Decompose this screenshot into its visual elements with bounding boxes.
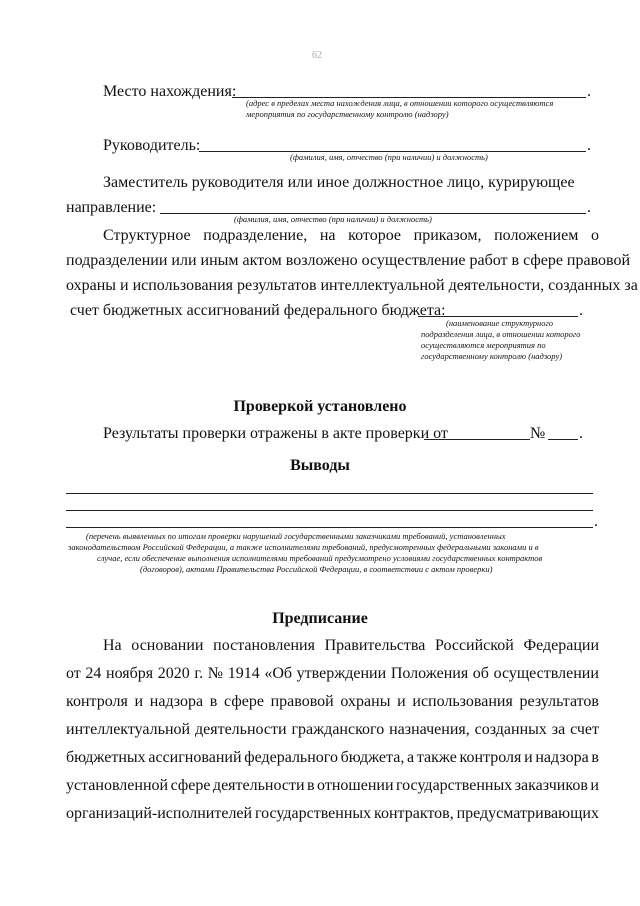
deputy-line-1: Заместитель руководителя или иное должностное лицо, курирующее xyxy=(103,174,575,191)
word: правовой xyxy=(270,693,334,710)
order-line-4 xyxy=(66,720,599,740)
word: На xyxy=(103,637,122,654)
word: основании xyxy=(131,637,204,654)
word: федерального xyxy=(244,749,338,766)
conclusions-caption-1: (перечень выявленных по итогам проверки нарушений государственными заказчиками требований, установленных xyxy=(86,531,506,541)
word: охраны xyxy=(340,693,391,710)
conclusions-line-3 xyxy=(66,527,593,528)
word: и xyxy=(134,693,144,710)
word: установленной xyxy=(66,777,169,794)
conclusions-line-2 xyxy=(66,510,593,511)
word: «Об xyxy=(264,665,293,682)
word: на xyxy=(319,227,336,244)
word: сфере xyxy=(224,693,264,710)
word: использования xyxy=(412,693,513,710)
word: бюджетных xyxy=(66,749,146,766)
conclusions-heading: Выводы xyxy=(290,457,350,474)
unit-caption-3: осуществляются мероприятия по xyxy=(421,340,546,350)
word: об xyxy=(472,665,489,682)
order-line-7 xyxy=(66,804,599,824)
conclusions-caption-3: случае, если обеспечение выполнения исполнителями требований предусмотрено условиями государственных контрактов xyxy=(97,553,543,563)
head-caption: (фамилия, имя, отчество (при наличии) и должность) xyxy=(290,152,488,162)
deputy-label: направление: xyxy=(66,199,157,216)
unit-line-3: охраны и использования результатов интеллектуальной деятельности, созданных за xyxy=(66,277,638,294)
word: счет xyxy=(570,721,599,738)
word: назначения, xyxy=(389,721,470,738)
page-number: 62 xyxy=(312,50,322,61)
word: осуществлении xyxy=(493,665,599,682)
order-line-6 xyxy=(66,776,599,796)
word: организаций-исполнителей xyxy=(66,805,253,822)
word: постановления xyxy=(213,637,315,654)
word: приказом, xyxy=(413,227,482,244)
word: государственных xyxy=(395,777,513,794)
word: сфере xyxy=(170,777,211,794)
word: от xyxy=(66,665,81,682)
word: Российской xyxy=(434,637,514,654)
word: Структурное xyxy=(103,227,191,244)
word: ноября xyxy=(106,665,154,682)
established-text: Результаты проверки отражены в акте проверки от xyxy=(103,425,448,442)
word: контроля xyxy=(66,693,128,710)
word: ассигнований xyxy=(148,749,242,766)
location-period: . xyxy=(587,83,591,100)
unit-caption-4: государственному контролю (надзору) xyxy=(421,351,563,361)
head-period: . xyxy=(587,137,591,154)
word: в xyxy=(209,693,218,710)
number-sign: № xyxy=(530,425,546,442)
unit-caption-1: (наименование структурного xyxy=(446,318,554,328)
conclusions-period: . xyxy=(594,513,598,530)
unit-caption-2: подразделения лица, в отношении которого xyxy=(421,329,581,339)
word: государственных xyxy=(254,805,372,822)
order-line-5 xyxy=(66,748,599,768)
word: в xyxy=(591,749,599,766)
word: 1914 xyxy=(227,665,260,682)
location-caption-1: (адрес в пределах места нахождения лица, в отношении которого осуществляются xyxy=(246,98,554,108)
unit-period: . xyxy=(579,302,583,319)
word: гражданского xyxy=(291,721,385,738)
word: Положения xyxy=(390,665,469,682)
word: заказчиков xyxy=(514,777,588,794)
deputy-period: . xyxy=(587,199,591,216)
unit-field-line xyxy=(418,316,578,317)
head-label: Руководитель: xyxy=(103,137,201,154)
word: деятельности xyxy=(212,777,305,794)
deputy-caption: (фамилия, имя, отчество (при наличии) и должность) xyxy=(234,214,432,224)
established-period: . xyxy=(579,425,583,442)
word: о xyxy=(590,227,599,244)
word: результатов xyxy=(519,693,599,710)
word: отношении xyxy=(317,777,394,794)
word: предусматривающих xyxy=(456,805,599,822)
word: Правительства xyxy=(324,637,426,654)
conclusions-caption-2: законодательством Российской Федерации, а также исполнителями требований, предусмотренных федеральными законами и в xyxy=(68,542,539,552)
word: надзора xyxy=(535,749,589,766)
word: утверждении xyxy=(296,665,387,682)
act-date-line xyxy=(424,439,530,440)
word: а xyxy=(407,749,415,766)
word: контроля xyxy=(459,749,522,766)
word: 24 xyxy=(85,665,102,682)
word: интеллектуальной xyxy=(66,721,191,738)
word: созданных xyxy=(474,721,547,738)
unit-line-1 xyxy=(103,226,599,246)
word: № xyxy=(207,665,224,682)
word: подразделение, xyxy=(203,227,308,244)
word: 2020 xyxy=(157,665,190,682)
location-caption-2: мероприятия по государственному контролю (надзору) xyxy=(246,109,449,119)
word: в xyxy=(307,777,315,794)
established-heading: Проверкой установлено xyxy=(233,398,407,415)
location-label: Место нахождения: xyxy=(103,83,237,100)
word: положением xyxy=(494,227,579,244)
word: также xyxy=(416,749,457,766)
order-heading: Предписание xyxy=(272,610,368,627)
order-line-2 xyxy=(66,664,599,684)
order-line-3 xyxy=(66,692,599,712)
unit-line-2: подразделении или иным актом возложено осуществление работ в сфере правовой xyxy=(66,252,631,269)
word: контрактов, xyxy=(374,805,454,822)
word: Федерации xyxy=(523,637,599,654)
word: г. xyxy=(194,665,204,682)
word: надзора xyxy=(149,693,204,710)
conclusions-caption-4: (договоров), актами Правительства Российской Федерации, в соответствии с актом проверки) xyxy=(140,564,493,574)
word: и xyxy=(524,749,533,766)
word: за xyxy=(551,721,566,738)
unit-line-4: счет бюджетных ассигнований федерального бюджета: xyxy=(70,302,446,319)
word: бюджета, xyxy=(340,749,405,766)
order-line-1 xyxy=(103,636,599,656)
act-number-line xyxy=(548,439,578,440)
word: и xyxy=(590,777,599,794)
conclusions-line-1 xyxy=(66,493,593,494)
word: и xyxy=(397,693,406,710)
word: которое xyxy=(348,227,401,244)
word: деятельности xyxy=(194,721,287,738)
